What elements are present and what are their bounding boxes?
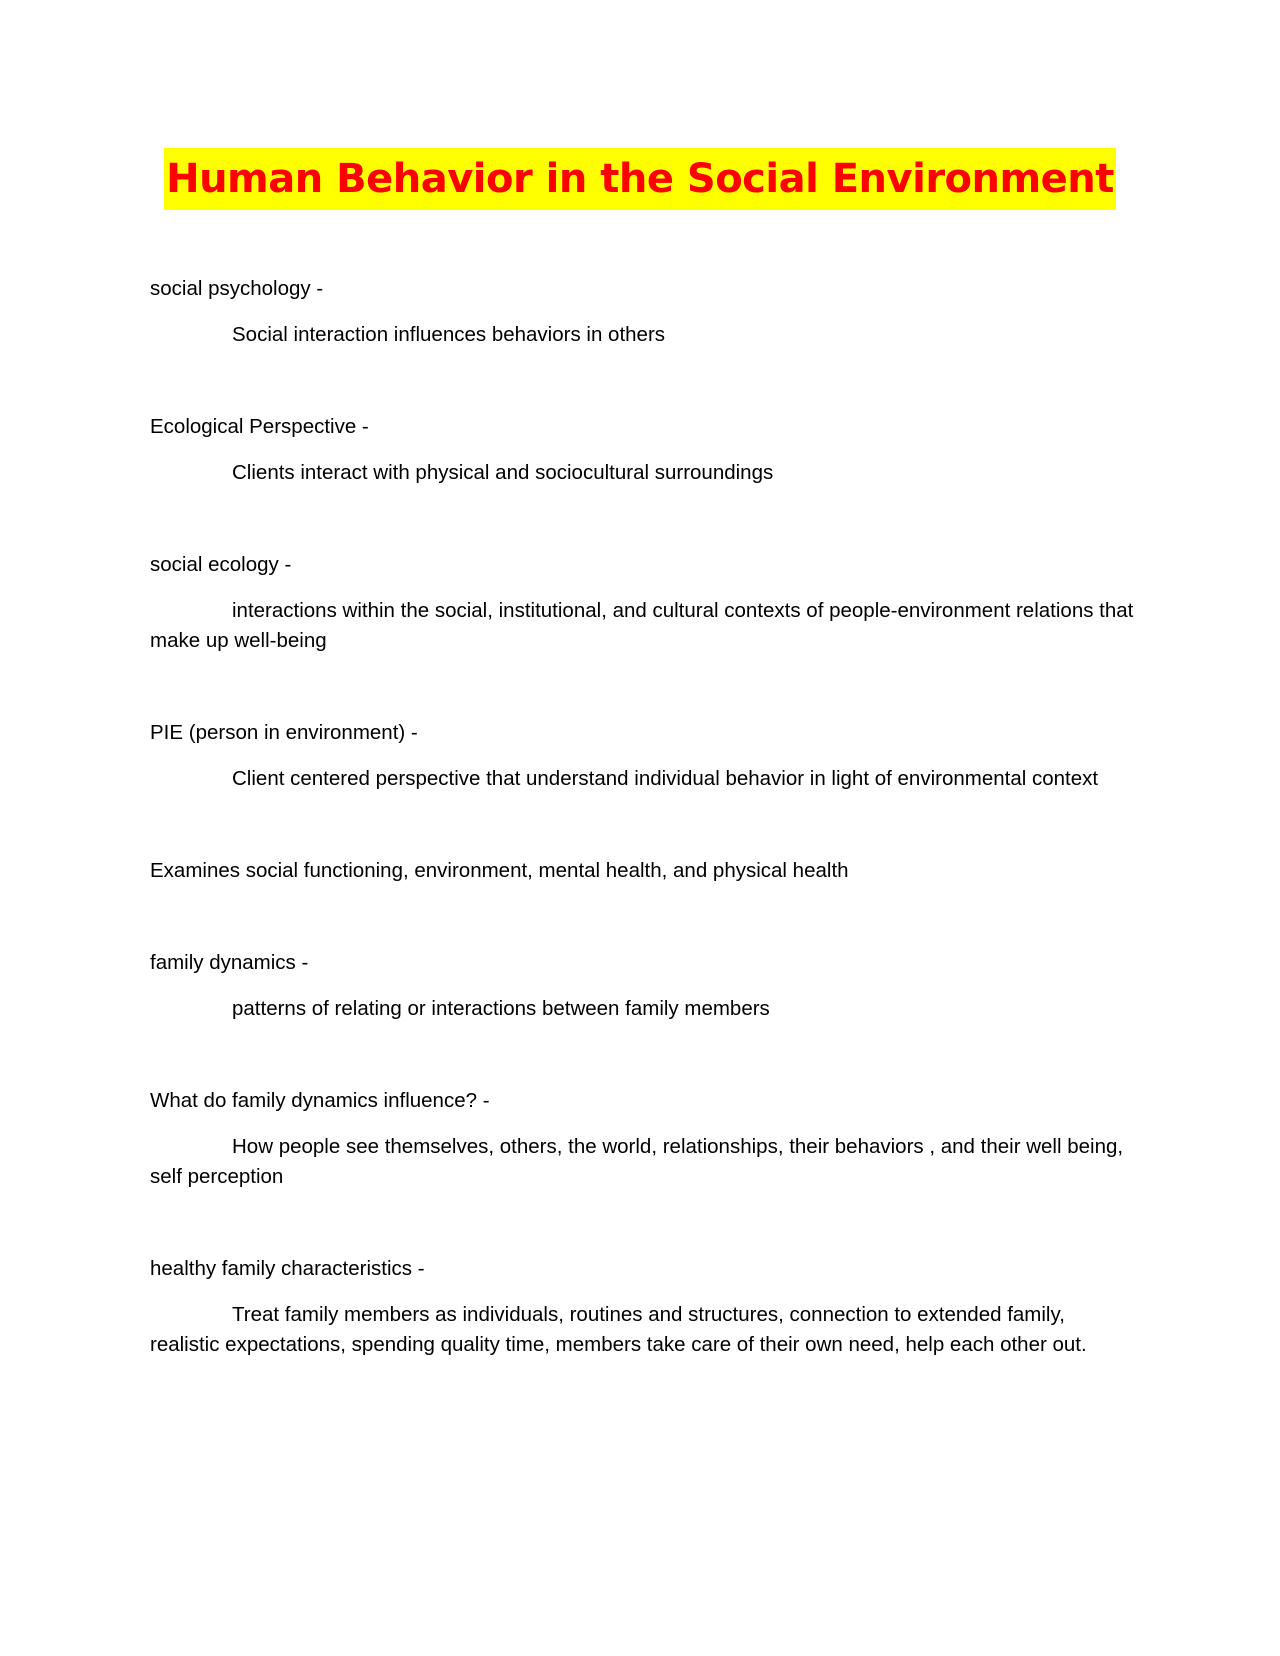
term: social psychology - (150, 277, 324, 300)
definition: patterns of relating or interactions between family members (232, 997, 770, 1020)
document-body (150, 274, 1135, 1422)
entry-ecological-perspective (150, 412, 1135, 488)
document-title: Human Behavior in the Social Environment (164, 148, 1116, 210)
entry-family-dynamics-influence (150, 1086, 1135, 1192)
term: social ecology - (150, 553, 292, 576)
definition: How people see themselves, others, the world, relationships, their behaviors , and their well being, self perception (150, 1135, 1124, 1188)
entry-pie (150, 718, 1135, 794)
entry-healthy-family-characteristics (150, 1254, 1135, 1360)
entry-social-ecology (150, 550, 1135, 656)
term: Ecological Perspective - (150, 415, 369, 438)
definition: Treat family members as individuals, routines and structures, connection to extended family, realistic expectations, spending quality time, members take care of their own need, help each other out. (150, 1303, 1087, 1356)
definition: Social interaction influences behaviors in others (232, 323, 666, 346)
title-container (0, 148, 1280, 210)
definition: Client centered perspective that understand individual behavior in light of environmental context (232, 767, 1099, 790)
entry-social-psychology (150, 274, 1135, 350)
term: PIE (person in environment) - (150, 721, 418, 744)
definition: interactions within the social, institutional, and cultural contexts of people-environment relations that make up well-being (150, 599, 1134, 652)
definition: Clients interact with physical and sociocultural surroundings (232, 461, 774, 484)
term: What do family dynamics influence? - (150, 1089, 490, 1112)
standalone-note: Examines social functioning, environment, mental health, and physical health (150, 859, 849, 882)
term: family dynamics - (150, 951, 309, 974)
term: healthy family characteristics - (150, 1257, 425, 1280)
entry-family-dynamics (150, 948, 1135, 1024)
